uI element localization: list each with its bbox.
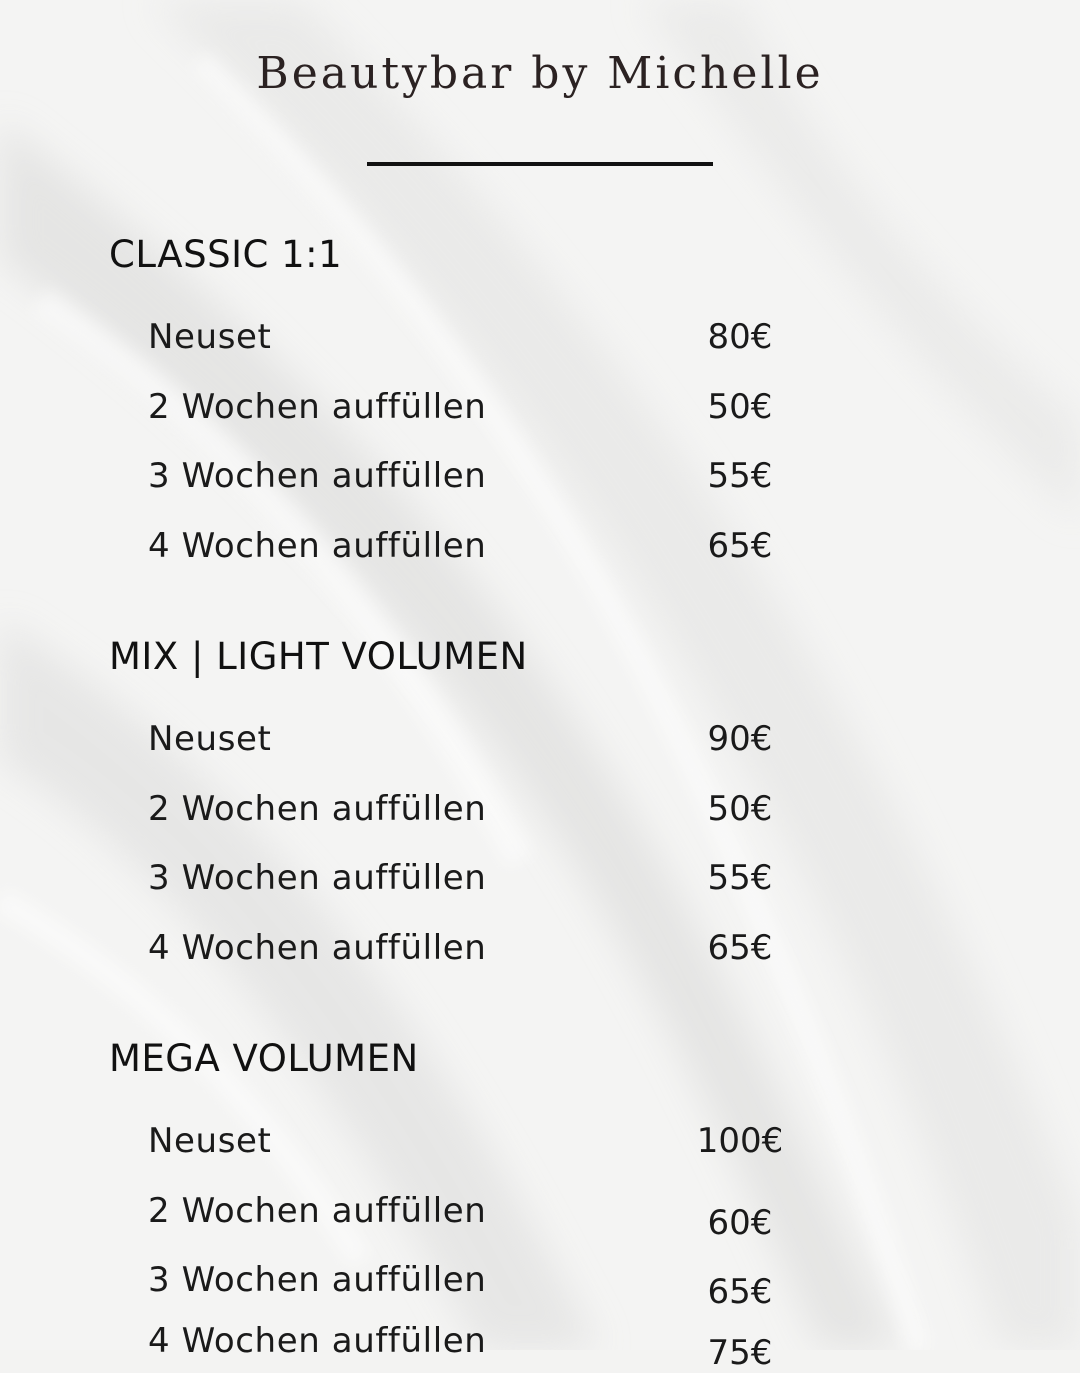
- price-item-name: 2 Wochen auffüllen: [148, 1191, 487, 1231]
- section-heading-classic: CLASSIC 1:1: [109, 233, 343, 276]
- section-heading-mix-light-volumen: MIX | LIGHT VOLUMEN: [109, 635, 528, 678]
- price-item-name: Neuset: [148, 719, 272, 759]
- price-item-price: 55€: [707, 456, 773, 496]
- brand-title: Beautybar by Michelle: [256, 48, 824, 99]
- price-item-name: 4 Wochen auffüllen: [148, 1321, 487, 1361]
- price-item-price: 75€: [707, 1333, 773, 1373]
- price-item-name: 3 Wochen auffüllen: [148, 858, 487, 898]
- price-item-price: 65€: [707, 928, 773, 968]
- price-item-name: Neuset: [148, 1121, 272, 1161]
- section-heading-mega-volumen: MEGA VOLUMEN: [109, 1037, 419, 1080]
- price-item-name: 3 Wochen auffüllen: [148, 1260, 487, 1300]
- price-item-price: 60€: [707, 1203, 773, 1243]
- price-item-name: 2 Wochen auffüllen: [148, 387, 487, 427]
- price-item-name: 4 Wochen auffüllen: [148, 526, 487, 566]
- price-item-price: 90€: [707, 719, 773, 759]
- price-item-name: 3 Wochen auffüllen: [148, 456, 487, 496]
- price-item-price: 50€: [707, 387, 773, 427]
- price-item-price: 55€: [707, 858, 773, 898]
- price-item-price: 65€: [707, 1272, 773, 1312]
- price-item-name: 4 Wochen auffüllen: [148, 928, 487, 968]
- price-item-name: 2 Wochen auffüllen: [148, 789, 487, 829]
- price-item-price: 50€: [707, 789, 773, 829]
- price-item-price: 65€: [707, 526, 773, 566]
- price-item-name: Neuset: [148, 317, 272, 357]
- title-divider: [367, 162, 713, 166]
- price-item-price: 100€: [696, 1121, 784, 1161]
- price-item-price: 80€: [707, 317, 773, 357]
